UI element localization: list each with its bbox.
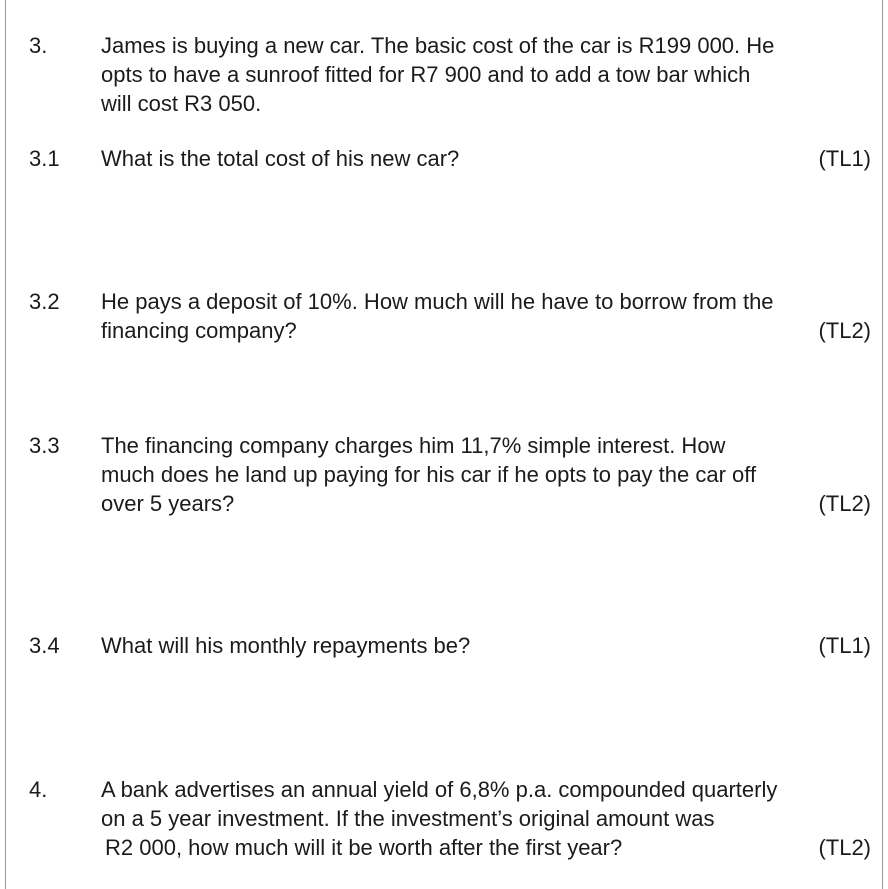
page-border-right — [882, 0, 883, 889]
question-line: A bank advertises an annual yield of 6,8% p.a. compounded quarterly — [101, 777, 778, 802]
question-line — [101, 316, 871, 345]
question-line-text: What will his monthly repayments be? — [101, 633, 471, 658]
page-border-left — [5, 0, 6, 889]
question-line: on a 5 year investment. If the investment’s original amount was — [101, 806, 715, 831]
question-text — [101, 775, 871, 862]
question-text — [101, 431, 871, 518]
question-line — [101, 631, 871, 660]
question-line — [101, 144, 871, 173]
question-text — [101, 31, 871, 118]
question-number: 3. — [29, 33, 48, 58]
question-number: 4. — [29, 777, 48, 802]
question-number: 3.4 — [29, 633, 60, 658]
question-line: He pays a deposit of 10%. How much will he have to borrow from the — [101, 289, 774, 314]
question-number: 3.3 — [29, 433, 60, 458]
question-number: 3.1 — [29, 146, 60, 171]
question-number: 3.2 — [29, 289, 60, 314]
question-line — [101, 489, 871, 518]
question-line: James is buying a new car. The basic cost of the car is R199 000. He — [101, 33, 775, 58]
question-line-text: financing company? — [101, 318, 297, 343]
question-line: much does he land up paying for his car if he opts to pay the car off — [101, 462, 757, 487]
question-line: The financing company charges him 11,7% simple interest. How — [101, 433, 726, 458]
question-text — [101, 631, 871, 660]
taxonomy-level-label: (TL2) — [818, 491, 871, 516]
taxonomy-level-label: (TL2) — [818, 318, 871, 343]
question-line-text: What is the total cost of his new car? — [101, 146, 460, 171]
question-line-text: over 5 years? — [101, 491, 235, 516]
taxonomy-level-label: (TL1) — [818, 146, 871, 171]
question-line-text: R2 000, how much will it be worth after the first year? — [105, 835, 623, 860]
question-text — [101, 144, 871, 173]
question-text — [101, 287, 871, 345]
question-line: opts to have a sunroof fitted for R7 900 and to add a tow bar which — [101, 62, 751, 87]
taxonomy-level-label: (TL2) — [818, 835, 871, 860]
question-line — [101, 833, 871, 862]
taxonomy-level-label: (TL1) — [818, 633, 871, 658]
question-line: will cost R3 050. — [101, 91, 262, 116]
